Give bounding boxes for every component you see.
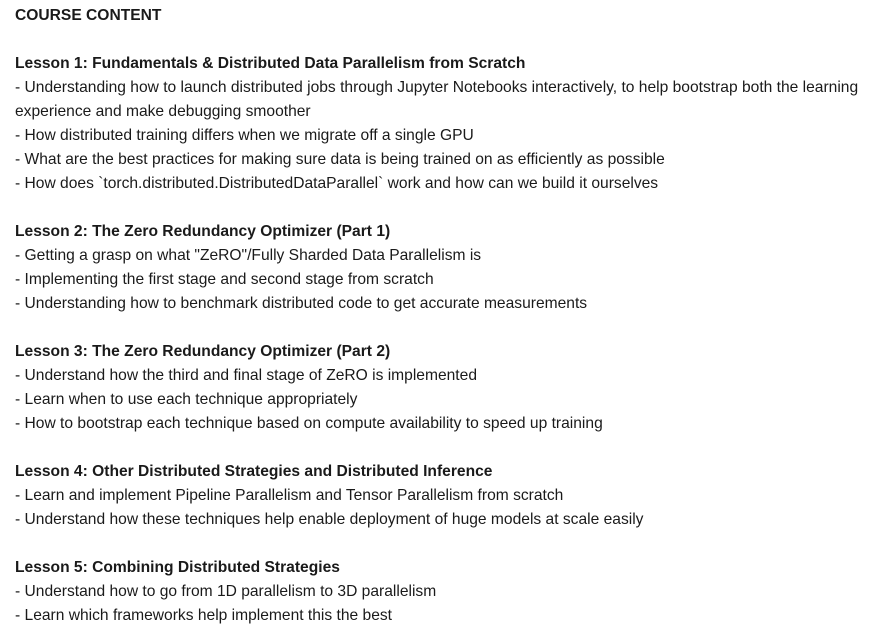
lesson-3-item-2: - Learn when to use each technique appropriately bbox=[15, 391, 358, 408]
lesson-4-item-2: - Understand how these techniques help enable deployment of huge models at scale easily bbox=[15, 511, 644, 528]
lesson-1-section bbox=[15, 52, 885, 196]
lesson-5-section bbox=[15, 556, 885, 628]
lesson-1-title: Lesson 1: Fundamentals & Distributed Data Parallelism from Scratch bbox=[15, 55, 526, 72]
lesson-2-section bbox=[15, 220, 885, 316]
lesson-2-title: Lesson 2: The Zero Redundancy Optimizer (Part 1) bbox=[15, 223, 391, 240]
lesson-4-section bbox=[15, 460, 885, 532]
lesson-5-title: Lesson 5: Combining Distributed Strategies bbox=[15, 559, 340, 576]
section-spacer bbox=[15, 196, 885, 220]
lesson-1-item-4: - How does `torch.distributed.DistributedDataParallel` work and how can we build it ourselves bbox=[15, 175, 659, 192]
lesson-1-item-2: - How distributed training differs when we migrate off a single GPU bbox=[15, 127, 474, 144]
section-spacer bbox=[15, 436, 885, 460]
lesson-1-item-3: - What are the best practices for making sure data is being trained on as efficiently as possible bbox=[15, 151, 665, 168]
lesson-5-item-2: - Learn which frameworks help implement this the best bbox=[15, 607, 393, 624]
lesson-2-item-1: - Getting a grasp on what "ZeRO"/Fully Sharded Data Parallelism is bbox=[15, 247, 482, 264]
lesson-2-item-2: - Implementing the first stage and second stage from scratch bbox=[15, 271, 434, 288]
lesson-2-item-3: - Understanding how to benchmark distributed code to get accurate measurements bbox=[15, 295, 588, 312]
lesson-4-item-1: - Learn and implement Pipeline Parallelism and Tensor Parallelism from scratch bbox=[15, 487, 564, 504]
lesson-4-title: Lesson 4: Other Distributed Strategies and Distributed Inference bbox=[15, 463, 493, 480]
lesson-3-title: Lesson 3: The Zero Redundancy Optimizer (Part 2) bbox=[15, 343, 391, 360]
lesson-3-item-3: - How to bootstrap each technique based on compute availability to speed up training bbox=[15, 415, 603, 432]
section-spacer bbox=[15, 28, 885, 52]
lesson-3-item-1: - Understand how the third and final stage of ZeRO is implemented bbox=[15, 367, 477, 384]
course-content-title: COURSE CONTENT bbox=[15, 7, 162, 24]
section-spacer bbox=[15, 532, 885, 556]
lesson-1-item-1: - Understanding how to launch distributed jobs through Jupyter Notebooks interactively, to help bootstrap both the learning experience and make debugging smoother bbox=[15, 79, 859, 120]
section-spacer bbox=[15, 316, 885, 340]
lesson-5-item-1: - Understand how to go from 1D parallelism to 3D parallelism bbox=[15, 583, 437, 600]
lesson-3-section bbox=[15, 340, 885, 436]
